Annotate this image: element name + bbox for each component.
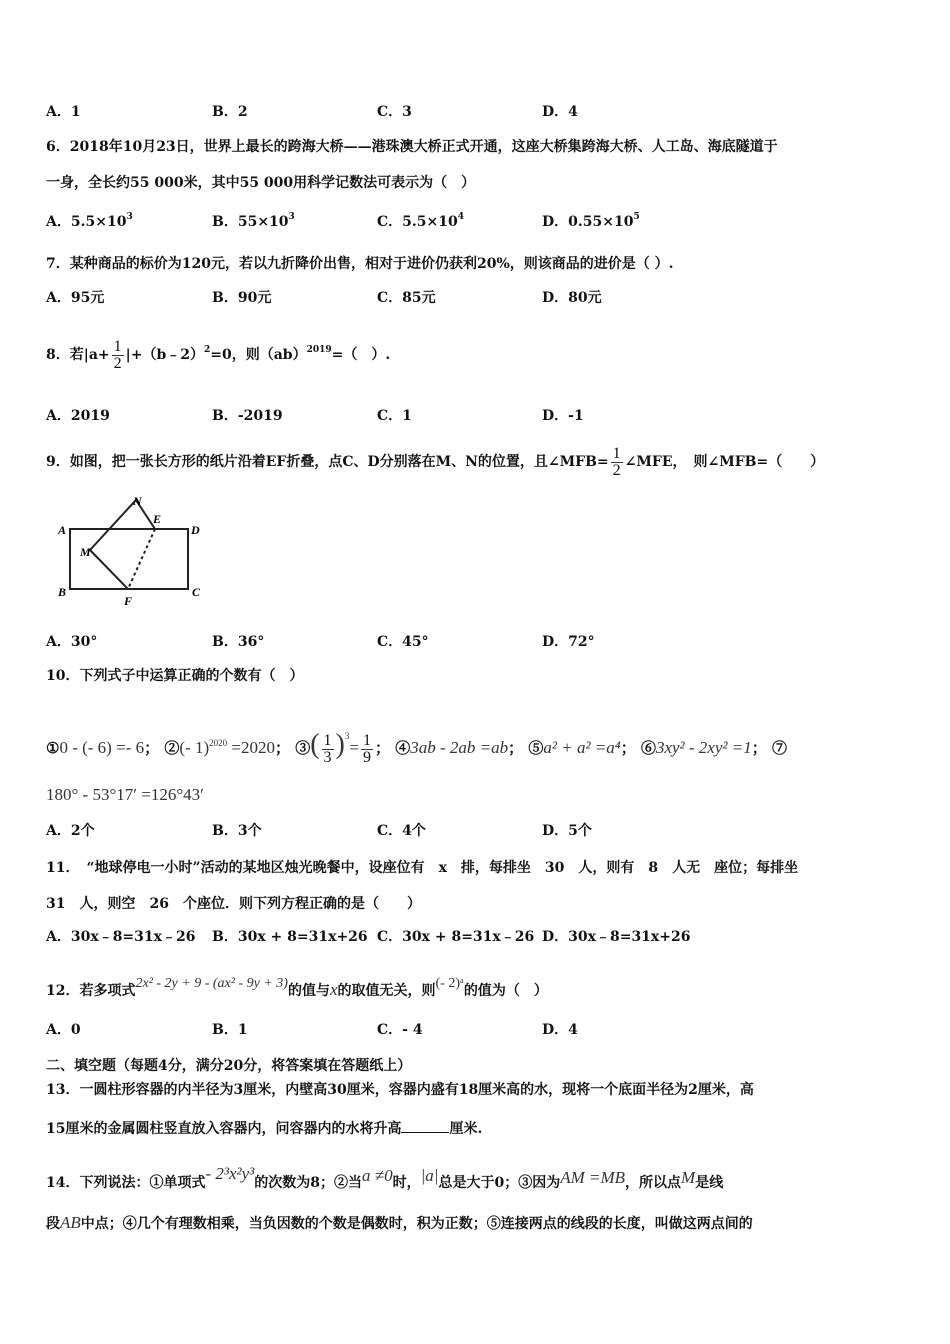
q10-option-a: A．2个 bbox=[46, 823, 95, 839]
q6-option-d bbox=[542, 208, 640, 231]
opt-text: A．5.5×10 bbox=[46, 214, 127, 230]
expr-7: 180° - 53°17′ =126°43′ bbox=[46, 785, 204, 804]
q7-option-b: B．90元 bbox=[212, 290, 272, 306]
q9-option-b: B．36° bbox=[212, 634, 265, 650]
denominator: 2 bbox=[612, 461, 621, 479]
q11-option-a: A．30x﹣8=31x﹣26 bbox=[46, 929, 196, 945]
q12-option-c: C．- 4 bbox=[377, 1022, 423, 1038]
q12-option-d: D．4 bbox=[542, 1022, 578, 1038]
expr-5: a² + a² =a⁴ bbox=[543, 738, 621, 757]
q10-text: 10．下列式子中运算正确的个数有（ ） bbox=[46, 668, 304, 684]
exponent: 2019 bbox=[306, 345, 332, 355]
q12-option-b: B．1 bbox=[212, 1022, 248, 1038]
q10-expr-7 bbox=[46, 786, 204, 805]
sep: ； bbox=[751, 739, 767, 757]
q14-p5: ，所以点 bbox=[625, 1175, 682, 1191]
q14-l2a: 段 bbox=[46, 1216, 60, 1232]
label-c: C bbox=[192, 585, 201, 599]
sep: ； bbox=[620, 739, 636, 757]
q13-text: 15厘米的金属圆柱竖直放入容器内，问容器内的水将升高 bbox=[46, 1121, 402, 1137]
opt-text: D．0.55×10 bbox=[542, 214, 634, 230]
q6-option-b bbox=[212, 208, 295, 231]
q14-monomial: - 2³x²y³ bbox=[205, 1164, 255, 1183]
opt-text: B．55×10 bbox=[212, 214, 289, 230]
q8-mid: |+（b﹣2） bbox=[125, 347, 204, 363]
circled-6: ⑥ bbox=[640, 739, 656, 757]
exponent: 2020 bbox=[209, 738, 228, 748]
q14-equation: AM =MB bbox=[560, 1168, 626, 1187]
sep: ； bbox=[374, 739, 390, 757]
exponent: 3 bbox=[126, 212, 133, 222]
exponent: 4 bbox=[457, 212, 464, 222]
numerator: 1 bbox=[612, 444, 621, 462]
expr-2-base: (- 1) bbox=[179, 738, 210, 757]
q14-l2b: 中点；④几个有理数相乘，当负因数的个数是偶数时，积为正数；⑤连接两点的线段的长度，叫做这两点间的 bbox=[80, 1216, 753, 1232]
q11-option-d: D．30x﹣8=31x+26 bbox=[542, 929, 691, 945]
q5-option-c: C．3 bbox=[377, 104, 412, 120]
label-m: M bbox=[80, 545, 91, 559]
q8-option-c: C．1 bbox=[377, 408, 412, 424]
q9-text bbox=[46, 444, 824, 480]
q8-end: =（ ）. bbox=[331, 347, 391, 363]
expr-4: 3ab - 2ab =ab bbox=[410, 738, 509, 757]
fraction bbox=[611, 446, 623, 479]
folded-edge bbox=[90, 500, 155, 550]
q8-option-d: D．-1 bbox=[542, 408, 584, 424]
q11-line1: 11． “地球停电一小时”活动的某地区烛光晚餐中，设座位有 x 排，每排坐 30 人，则有 8 人无 座位；每排坐 bbox=[46, 860, 799, 876]
fold-line-ef bbox=[128, 529, 155, 589]
q9-post: ∠MFE， 则∠MFB=（ ） bbox=[624, 454, 825, 470]
label-f: F bbox=[124, 594, 133, 608]
fraction bbox=[112, 339, 124, 372]
label-e: E bbox=[153, 512, 162, 526]
q6-line2: 一身，全长约55 000米，其中55 000用科学记数法可表示为（ ） bbox=[46, 175, 476, 191]
q14-line1 bbox=[46, 1165, 723, 1192]
q10-option-d: D．5个 bbox=[542, 823, 592, 839]
q6-option-c bbox=[377, 208, 464, 231]
circled-5: ⑤ bbox=[528, 739, 544, 757]
q14-condition: a ≠0 bbox=[362, 1166, 393, 1185]
q9-option-c: C．45° bbox=[377, 634, 429, 650]
q14-segment-ab: AB bbox=[60, 1213, 81, 1232]
label-b: B bbox=[58, 585, 67, 599]
q7-option-d: D．80元 bbox=[542, 290, 602, 306]
q8-option-a: A．2019 bbox=[46, 408, 110, 424]
circled-7: ⑦ bbox=[771, 739, 787, 757]
q7-option-c: C．85元 bbox=[377, 290, 436, 306]
exponent: 3 bbox=[288, 212, 295, 222]
q12-power: (- 2)ᵃ bbox=[435, 976, 464, 991]
label-d: D bbox=[191, 523, 200, 537]
expr-2-result: =2020 bbox=[227, 738, 275, 757]
q9-option-a: A．30° bbox=[46, 634, 98, 650]
q11-line2: 31 人，则空 26 个座位．则下列方程正确的是（ ） bbox=[46, 896, 421, 912]
section-heading: 二、填空题（每题4分，满分20分，将答案填在答题纸上） bbox=[46, 1058, 412, 1074]
q14-abs: |a| bbox=[420, 1166, 439, 1185]
q7-text: 7．某种商品的标价为120元，若以九折降价出售，相对于进价仍获利20%，则该商品的进价是（ ）. bbox=[46, 256, 674, 272]
q9-option-d: D．72° bbox=[542, 634, 595, 650]
exponent: 2 bbox=[204, 345, 211, 355]
q5-option-b: B．2 bbox=[212, 104, 248, 120]
denominator: 3 bbox=[323, 748, 332, 766]
q12-text bbox=[46, 975, 548, 1000]
q13-line1: 13．一圆柱形容器的内半径为3厘米，内壁高30厘米，容器内盛有18厘米高的水，现将一个底面半径为2厘米，高 bbox=[46, 1082, 754, 1098]
q8-pre: 8．若|a+ bbox=[46, 347, 110, 363]
q14-p4: 总是大于0；③因为 bbox=[438, 1175, 561, 1191]
q9-pre: 9．如图，把一张长方形的纸片沿着EF折叠，点C、D分别落在M、N的位置，且∠MFB= bbox=[46, 454, 609, 470]
q6-option-a bbox=[46, 208, 133, 231]
q11-option-b: B．30x + 8=31x+26 bbox=[212, 929, 368, 945]
sep: ； bbox=[508, 739, 524, 757]
opt-text: C．5.5×10 bbox=[377, 214, 458, 230]
answer-blank[interactable] bbox=[401, 1118, 449, 1133]
q14-p1: 14．下列说法：①单项式 bbox=[46, 1175, 206, 1191]
q12-post: 的值为（ ） bbox=[463, 983, 548, 999]
exponent: 5 bbox=[633, 212, 640, 222]
q5-option-a: A．1 bbox=[46, 104, 81, 120]
numerator: 1 bbox=[323, 731, 332, 749]
q14-p6: 是线 bbox=[695, 1175, 724, 1191]
q8-post: =0，则（ab） bbox=[210, 347, 307, 363]
q12-polynomial: 2x² - 2y + 9 - (ax² - 9y + 3) bbox=[135, 976, 288, 991]
sep: ； bbox=[144, 739, 160, 757]
q8-option-b: B．-2019 bbox=[212, 408, 283, 424]
label-a: A bbox=[58, 523, 67, 537]
fraction bbox=[322, 733, 334, 766]
expr-1: 0 - (- 6) =- 6 bbox=[59, 738, 145, 757]
q10-option-b: B．3个 bbox=[212, 823, 262, 839]
q13-line2 bbox=[46, 1118, 482, 1138]
expr-6: 3xy² - 2xy² =1 bbox=[655, 738, 752, 757]
folded-rectangle-figure bbox=[40, 490, 220, 615]
q12-mid: 的值与 bbox=[287, 983, 330, 999]
q14-point-m: M bbox=[681, 1168, 696, 1187]
rectangle-abcd bbox=[70, 529, 188, 589]
q12-x: x bbox=[329, 980, 338, 999]
denominator: 9 bbox=[362, 748, 371, 766]
circled-2: ② bbox=[164, 739, 180, 757]
exponent: 3 bbox=[344, 731, 350, 741]
q11-option-c: C．30x + 8=31x﹣26 bbox=[377, 929, 535, 945]
q14-line2 bbox=[46, 1214, 753, 1233]
q14-p2: 的次数为8；②当 bbox=[254, 1175, 363, 1191]
q10-expressions: ①0 - (- 6) =- 6； ②(- 1)$^{2020}$ =2020； ③( $\frac{1}{3}$ )$^3$= $\frac{1}{9}$ ； ④3ab - 2ab =ab； ⑤a² + a² =a⁴； ⑥3xy² - 2xy² =1； ⑦ bbox=[46, 729, 787, 766]
q8-text bbox=[46, 332, 390, 373]
segment-mf bbox=[90, 550, 128, 589]
q12-option-a: A．0 bbox=[46, 1022, 81, 1038]
q7-option-a: A．95元 bbox=[46, 290, 105, 306]
q6-line1: 6．2018年10月23日，世界上最长的跨海大桥——港珠澳大桥正式开通，这座大桥集跨海大桥、人工岛、海底隧道于 bbox=[46, 139, 778, 155]
circled-4: ④ bbox=[395, 739, 411, 757]
q13-unit: 厘米. bbox=[449, 1121, 483, 1137]
q14-p3: 时， bbox=[392, 1175, 421, 1191]
q12-mid2: 的取值无关，则 bbox=[337, 983, 436, 999]
numerator: 1 bbox=[113, 337, 122, 355]
q5-option-d: D．4 bbox=[542, 104, 578, 120]
circled-1: ① bbox=[46, 739, 60, 757]
q12-pre: 12．若多项式 bbox=[46, 983, 136, 999]
circled-3: ③ bbox=[295, 739, 311, 757]
label-n: N bbox=[133, 494, 142, 508]
numerator: 1 bbox=[362, 731, 371, 749]
fraction bbox=[361, 733, 373, 766]
q10-option-c: C．4个 bbox=[377, 823, 426, 839]
denominator: 2 bbox=[113, 354, 122, 372]
sep: ； bbox=[274, 739, 290, 757]
